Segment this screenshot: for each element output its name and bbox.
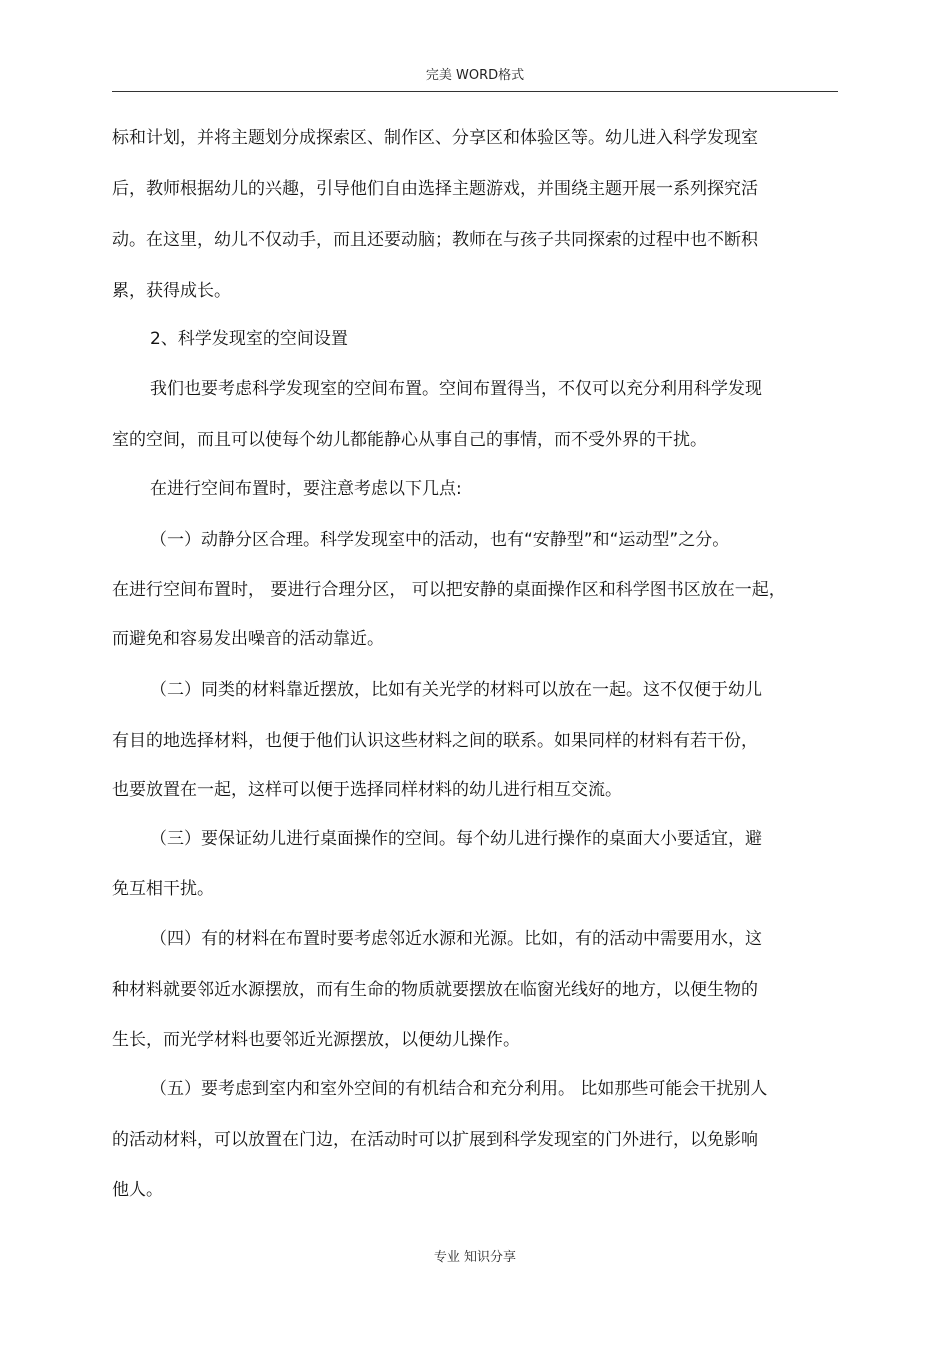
text-line: （四）有的材料在布置时要考虑邻近水源和光源。比如，有的活动中需要用水，这 bbox=[150, 929, 762, 949]
text-line: 室的空间，而且可以使每个幼儿都能静心从事自己的事情，而不受外界的干扰。 bbox=[112, 430, 707, 450]
text-line: 动。在这里，幼儿不仅动手，而且还要动脑；教师在与孩子共同探索的过程中也不断积 bbox=[112, 230, 758, 250]
page-footer: 专业 知识分享 bbox=[433, 1250, 517, 1265]
text-line: 后，教师根据幼儿的兴趣，引导他们自由选择主题游戏，并围绕主题开展一系列探究活 bbox=[112, 179, 758, 199]
text-line: 种材料就要邻近水源摆放，而有生命的物质就要摆放在临窗光线好的地方，以便生物的 bbox=[112, 980, 758, 1000]
text-line: 在进行空间布置时，要注意考虑以下几点: bbox=[150, 479, 462, 499]
text-line: 的活动材料，可以放置在门边，在活动时可以扩展到科学发现室的门外进行，以免影响 bbox=[112, 1130, 758, 1150]
text-line: （二）同类的材料靠近摆放，比如有关光学的材料可以放在一起。这不仅便于幼儿 bbox=[150, 680, 762, 700]
text-line: 标和计划，并将主题划分成探索区、制作区、分享区和体验区等。幼儿进入科学发现室 bbox=[112, 128, 758, 148]
text-line: 在进行空间布置时， 要进行合理分区， 可以把安静的桌面操作区和科学图书区放在一起， bbox=[112, 580, 786, 600]
section-heading: 2、科学发现室的空间设置 bbox=[150, 329, 348, 349]
text-line: 而避免和容易发出噪音的活动靠近。 bbox=[112, 629, 384, 649]
text-line: 生长，而光学材料也要邻近光源摆放，以便幼儿操作。 bbox=[112, 1030, 520, 1050]
text-line: （一）动静分区合理。科学发现室中的活动，也有“安静型”和“运动型”之分。 bbox=[150, 530, 730, 550]
header-divider bbox=[112, 91, 838, 92]
text-line: 累，获得成长。 bbox=[112, 281, 231, 301]
text-line: 也要放置在一起，这样可以便于选择同样材料的幼儿进行相互交流。 bbox=[112, 780, 622, 800]
text-line: 有目的地选择材料，也便于他们认识这些材料之间的联系。如果同样的材料有若干份， bbox=[112, 731, 758, 751]
text-line: （三）要保证幼儿进行桌面操作的空间。每个幼儿进行操作的桌面大小要适宜，避 bbox=[150, 829, 762, 849]
page-header: 完美 WORD格式 bbox=[425, 68, 525, 83]
text-line: 我们也要考虑科学发现室的空间布置。空间布置得当，不仅可以充分利用科学发现 bbox=[150, 379, 762, 399]
text-line: 免互相干扰。 bbox=[112, 879, 214, 899]
text-line: （五）要考虑到室内和室外空间的有机结合和充分利用。 比如那些可能会干扰别人 bbox=[150, 1079, 768, 1099]
text-line: 他人。 bbox=[112, 1180, 163, 1200]
